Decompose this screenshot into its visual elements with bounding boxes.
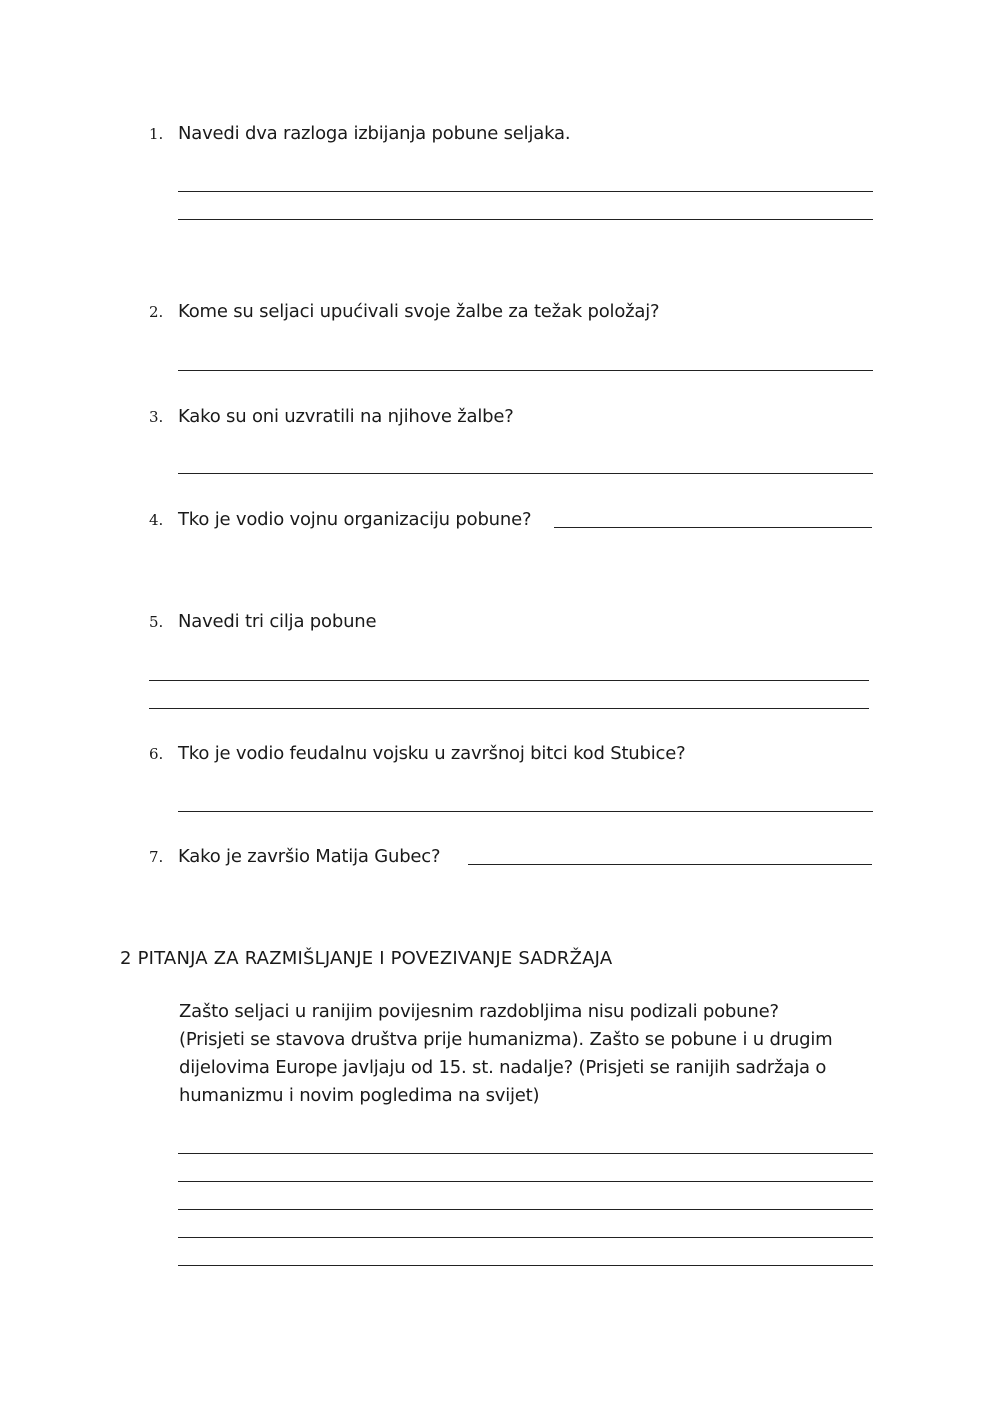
paragraph-line: humanizmu i novim pogledima na svijet) (179, 1085, 540, 1106)
answer-line[interactable] (468, 864, 872, 865)
question-5 (149, 611, 376, 633)
question-number: 3. (149, 408, 164, 426)
question-number: 1. (149, 125, 164, 143)
question-number: 4. (149, 511, 164, 529)
answer-line[interactable] (178, 1265, 873, 1266)
answer-line[interactable] (178, 370, 873, 371)
answer-line[interactable] (178, 811, 873, 812)
paragraph-line: Zašto seljaci u ranijim povijesnim razdobljima nisu podizali pobune? (179, 1001, 779, 1022)
question-text: Kome su seljaci upućivali svoje žalbe za težak položaj? (178, 301, 660, 322)
reflection-question (179, 998, 889, 1110)
section-title: 2 PITANJA ZA RAZMIŠLJANJE I POVEZIVANJE SADRŽAJA (120, 948, 613, 969)
question-text: Navedi dva razloga izbijanja pobune seljaka. (178, 123, 571, 144)
question-text: Tko je vodio vojnu organizaciju pobune? (178, 509, 532, 530)
paragraph-line: (Prisjeti se stavova društva prije humanizma). Zašto se pobune i u drugim (179, 1029, 833, 1050)
question-4 (149, 509, 531, 531)
answer-line[interactable] (178, 191, 873, 192)
question-7 (149, 846, 440, 868)
question-number: 2. (149, 303, 164, 321)
question-text: Tko je vodio feudalnu vojsku u završnoj bitci kod Stubice? (178, 743, 686, 764)
answer-line[interactable] (178, 1209, 873, 1210)
question-text: Navedi tri cilja pobune (178, 611, 377, 632)
answer-line[interactable] (554, 527, 872, 528)
question-1 (149, 123, 570, 145)
answer-line[interactable] (178, 219, 873, 220)
answer-line[interactable] (178, 1181, 873, 1182)
question-text: Kako su oni uzvratili na njihove žalbe? (178, 406, 514, 427)
question-number: 5. (149, 613, 164, 631)
question-2 (149, 301, 659, 323)
question-text: Kako je završio Matija Gubec? (178, 846, 441, 867)
answer-line[interactable] (178, 1153, 873, 1154)
answer-line[interactable] (178, 1237, 873, 1238)
answer-line[interactable] (178, 473, 873, 474)
paragraph-line: dijelovima Europe javljaju od 15. st. nadalje? (Prisjeti se ranijih sadržaja o (179, 1057, 827, 1078)
question-3 (149, 406, 514, 428)
answer-line[interactable] (149, 708, 869, 709)
question-6 (149, 743, 685, 765)
answer-line[interactable] (149, 680, 869, 681)
question-number: 7. (149, 848, 164, 866)
question-number: 6. (149, 745, 164, 763)
